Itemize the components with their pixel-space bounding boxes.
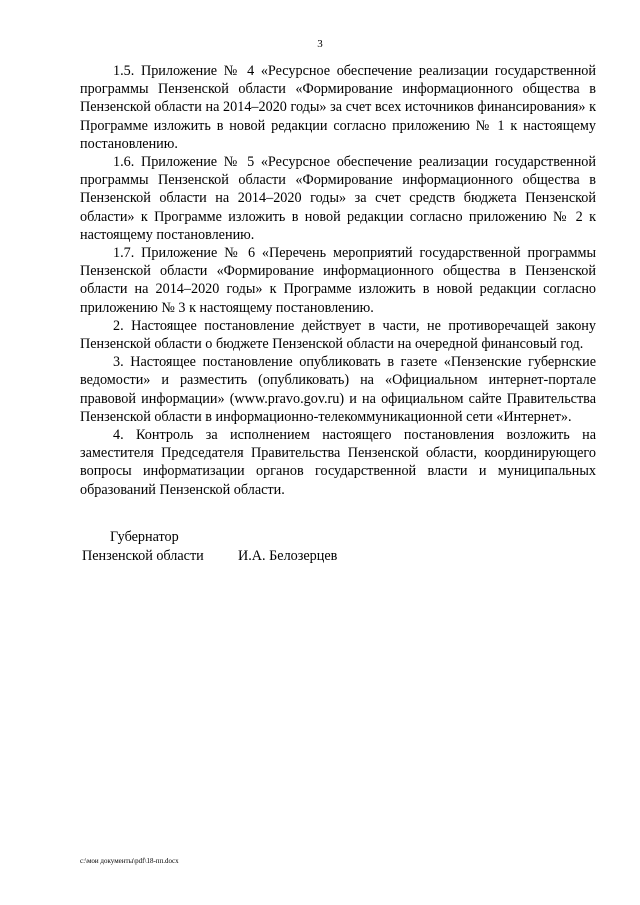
paragraph-1-5: 1.5. Приложение № 4 «Ресурсное обеспечение реализации государственной программы Пензенской области «Формирование информационного общества в Пензенской области на 2014–2020 годы» за счет всех источников финансирования» к Программе изложить в новой редакции согласно приложению № 1 к настоящему постановлению. [80, 63, 596, 152]
document-body [80, 62, 596, 499]
paragraph-1-7: 1.7. Приложение № 6 «Перечень мероприятий государственной программы Пензенской области «Формирование информационного общества в Пензенской области на 2014–2020 годы» к Программе изложить в новой редакции согласно приложению № 3 к настоящему постановлению. [80, 245, 596, 316]
footer-file-path: c:\мои документы\pdf\18-пп.docx [80, 857, 179, 865]
paragraph-3: 3. Настоящее постановление опубликовать в газете «Пензенские губернские ведомости» и разместить (опубликовать) на «Официальном интернет-портале правовой информации» (www.pravo.gov.ru) и на официальном сайте Правительства Пензенской области в информационно-телекоммуникационной сети «Интернет». [80, 354, 596, 425]
paragraph-2: 2. Настоящее постановление действует в части, не противоречащей закону Пензенской области о бюджете Пензенской области на очередной финансовый год. [80, 317, 596, 353]
paragraph-1-6: 1.6. Приложение № 5 «Ресурсное обеспечение реализации государственной программы Пензенской области «Формирование информационного общества в Пензенской области на 2014–2020 годы» за счет средств бюджета Пензенской области» к Программе изложить в новой редакции согласно приложению № 2 к настоящему постановлению. [80, 154, 596, 243]
signature-name: И.А. Белозерцев [238, 547, 338, 564]
paragraph-4: 4. Контроль за исполнением настоящего постановления возложить на заместителя Председателя Правительства Пензенской области, координирующего вопросы информатизации органов государственной власти и муниципальных образований Пензенской области. [80, 427, 596, 498]
signature-region: Пензенской области [82, 547, 204, 564]
signature-title: Губернатор [110, 529, 179, 545]
page-number: 3 [317, 38, 323, 50]
